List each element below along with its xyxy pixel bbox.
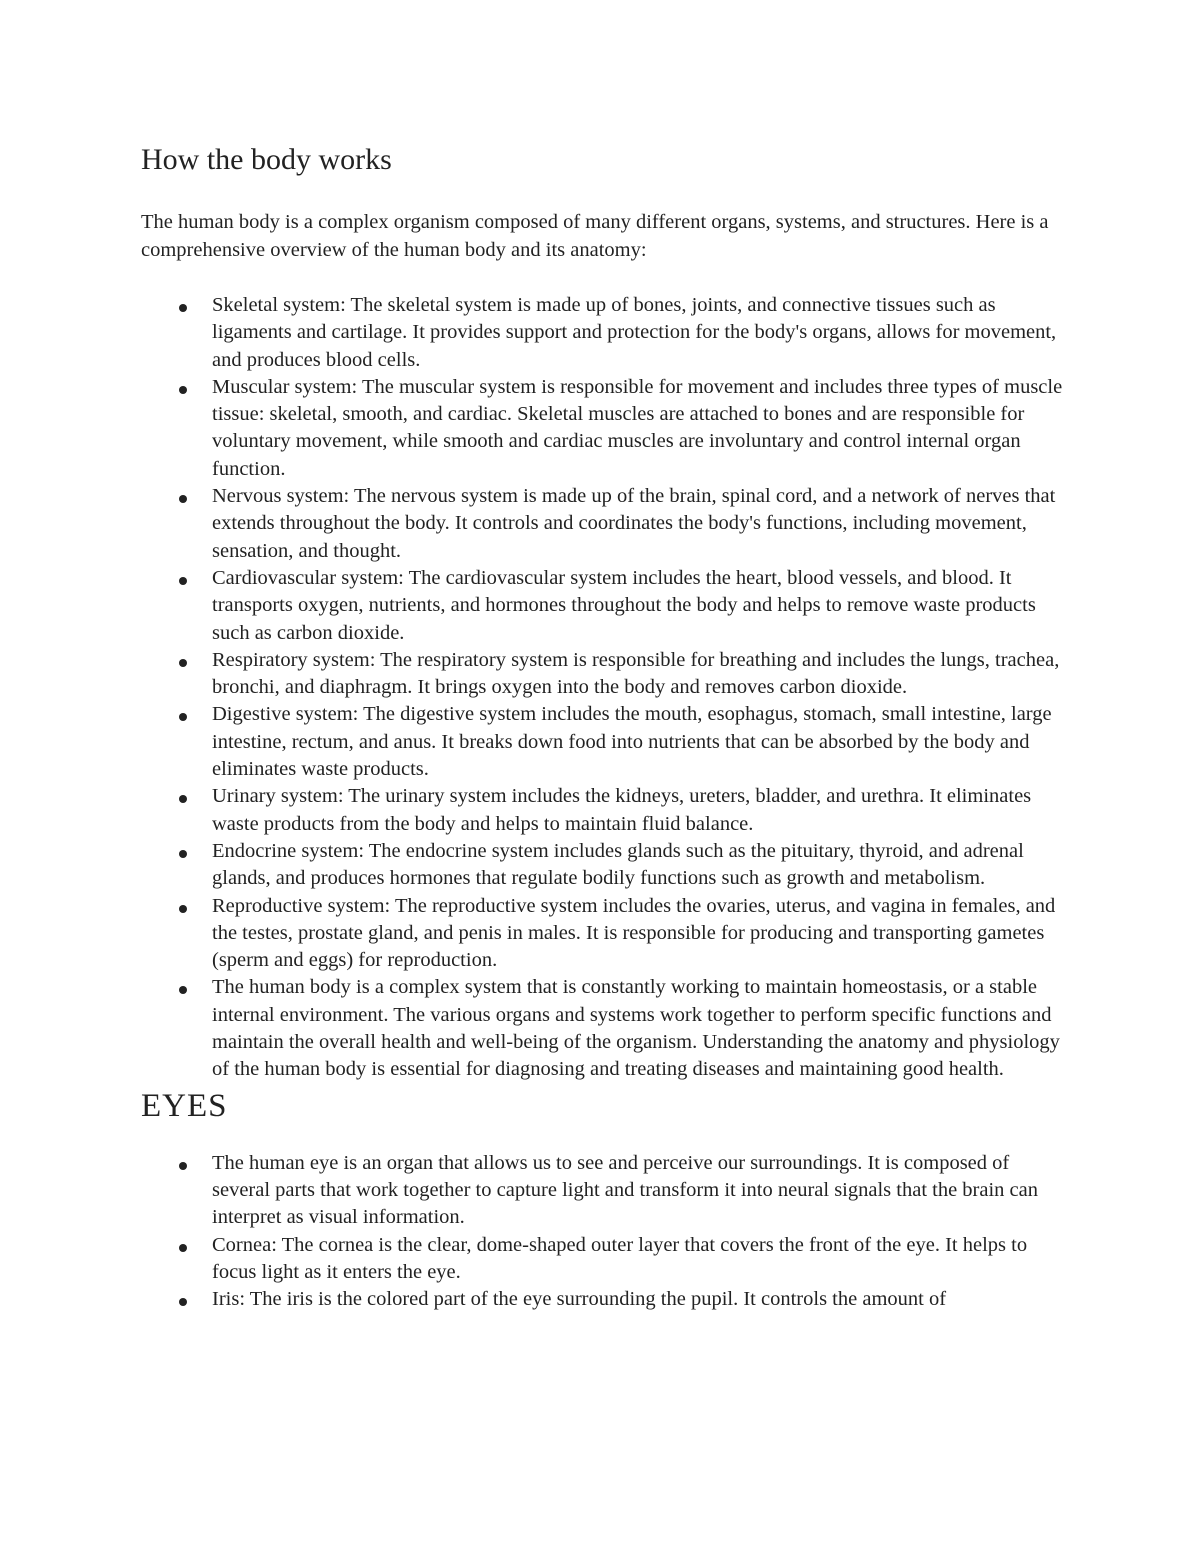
list-item — [212, 783, 1071, 838]
list-item — [212, 374, 1071, 483]
document-content — [141, 140, 1071, 1313]
intro-paragraph: The human body is a complex organism composed of many different organs, systems, and structures. Here is a comprehensive overview of the human body and its anatomy: — [141, 211, 1049, 261]
section-heading-eyes: EYES — [141, 1087, 228, 1124]
bullet-icon — [179, 1298, 187, 1306]
list-item-text: Cornea: The cornea is the clear, dome-shaped outer layer that covers the front of the eye. It helps to focus light as it enters the eye. — [212, 1233, 1028, 1283]
list-item-text: Respiratory system: The respiratory system is responsible for breathing and includes the lungs, trachea, bronchi, and diaphragm. It brings oxygen into the body and removes carbon dioxide. — [212, 648, 1060, 699]
bullet-icon — [179, 386, 187, 394]
list-item — [212, 1286, 1071, 1313]
bullet-icon — [179, 713, 187, 721]
list-item-text: Cardiovascular system: The cardiovascular system includes the heart, blood vessels, and blood. It transports oxygen, nutrients, and hormones throughout the body and helps to remove waste products such as carbon dioxide. — [212, 566, 1036, 644]
list-item — [212, 893, 1071, 975]
list-item-text: Nervous system: The nervous system is made up of the brain, spinal cord, and a network of nerves that extends throughout the body. It controls and coordinates the body's functions, including movement, sensation, and thought. — [212, 485, 1056, 562]
bullet-icon — [179, 577, 187, 585]
list-item-text: Skeletal system: The skeletal system is made up of bones, joints, and connective tissues such as ligaments and cartilage. It provides support and protection for the body's organs, allows for movement, and produces blood cells. — [212, 294, 1057, 371]
bullet-icon — [179, 850, 187, 858]
list-item — [212, 974, 1071, 1083]
list-item-text: Reproductive system: The reproductive system includes the ovaries, uterus, and vagina in females, and the testes, prostate gland, and penis in males. It is responsible for producing and transporting gametes (sperm and eggs) for reproduction. — [212, 894, 1056, 972]
list-item — [212, 838, 1071, 893]
bullet-icon — [179, 495, 187, 503]
list-item-text: Muscular system: The muscular system is responsible for movement and includes three types of muscle tissue: skeletal, smooth, and cardiac. Skeletal muscles are attached to bones and are responsible for voluntary movement, while smooth and cardiac muscles are involuntary and control internal organ function. — [212, 375, 1063, 480]
list-item — [212, 565, 1071, 647]
list-item-text: Endocrine system: The endocrine system includes glands such as the pituitary, thyroid, and adrenal glands, and produces hormones that regulate bodily functions such as growth and metabolism. — [212, 839, 1024, 890]
bullet-icon — [179, 659, 187, 667]
list-item — [212, 1150, 1071, 1232]
list-item-text: The human eye is an organ that allows us to see and perceive our surroundings. It is composed of several parts that work together to capture light and transform it into neural signals that the brain can interpret as visual information. — [212, 1151, 1039, 1229]
list-item — [212, 1232, 1071, 1287]
body-systems-list — [141, 292, 1071, 1084]
list-item-text: The human body is a complex system that is constantly working to maintain homeostasis, or a stable internal environment. The various organs and systems work together to perform specific functions and maintain the overall health and well-being of the organism. Understanding the anatomy and physiology of the human body is essential for diagnosing and treating diseases and maintaining good health. — [212, 976, 1060, 1081]
page-title: How the body works — [141, 143, 392, 176]
list-item-text: Urinary system: The urinary system includes the kidneys, ureters, bladder, and urethra. It eliminates waste products from the body and helps to maintain fluid balance. — [212, 785, 1032, 835]
bullet-icon — [179, 905, 187, 913]
bullet-icon — [179, 304, 187, 312]
list-item — [212, 483, 1071, 565]
list-item-text: Iris: The iris is the colored part of the eye surrounding the pupil. It controls the amount of — [212, 1288, 947, 1311]
bullet-icon — [179, 1162, 187, 1170]
bullet-icon — [179, 795, 187, 803]
list-item — [212, 647, 1071, 702]
bullet-icon — [179, 986, 187, 994]
list-item — [212, 292, 1071, 374]
list-item — [212, 701, 1071, 783]
bullet-icon — [179, 1244, 187, 1252]
eyes-list — [141, 1150, 1071, 1314]
list-item-text: Digestive system: The digestive system includes the mouth, esophagus, stomach, small intestine, large intestine, rectum, and anus. It breaks down food into nutrients that can be absorbed by the body and eliminates waste products. — [212, 703, 1052, 781]
